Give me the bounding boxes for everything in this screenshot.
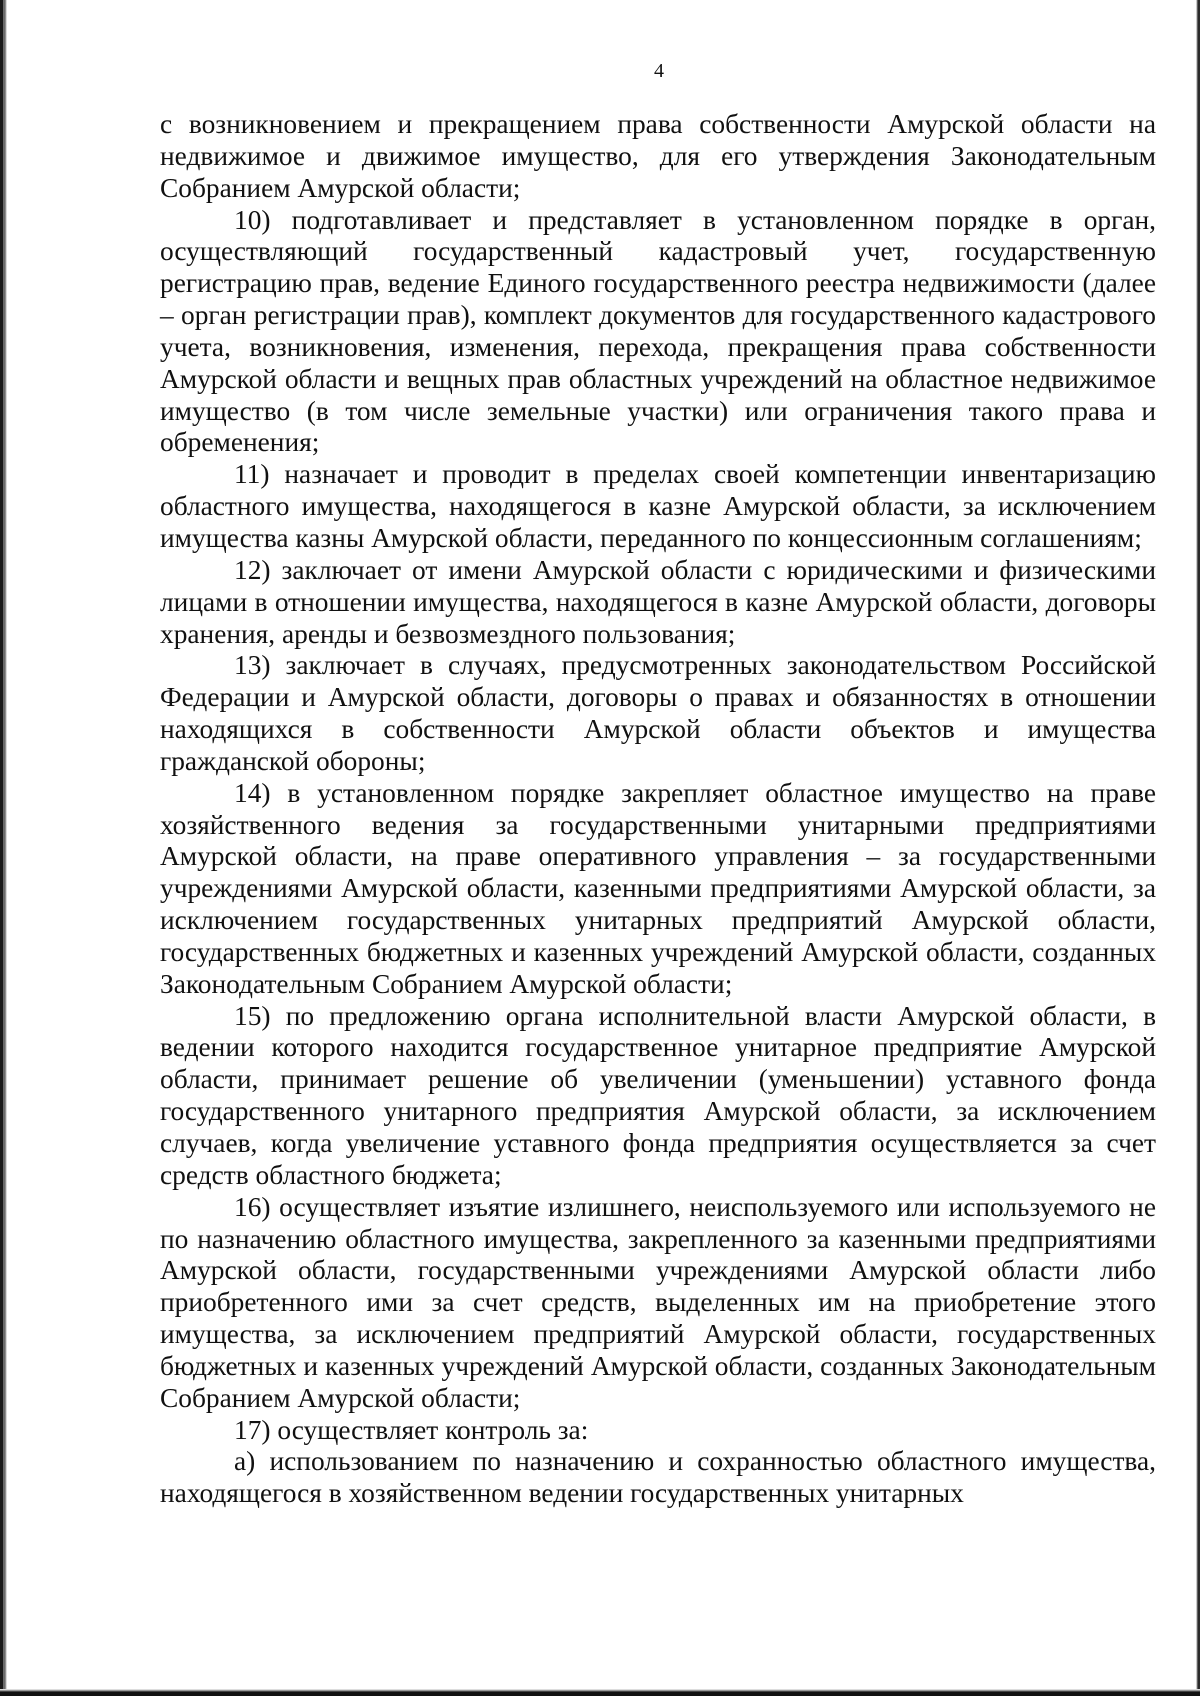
paragraph-item-16: 16) осуществляет изъятие излишнего, неиспользуемого или используемого не по назначению областного имущества, закрепленного за казенными предприятиями Амурской области, государственными учреждениями Амурской области либо приобретенного ими за счет средств, выделенных им на приобретение этого имущества, за исключением предприятий Амурской области, государственных бюджетных и казенных учреждений Амурской области, созданных Законодательным Собранием Амурской области; bbox=[160, 1191, 1156, 1413]
page-number: 4 bbox=[654, 60, 664, 82]
paragraph-item-11: 11) назначает и проводит в пределах своей компетенции инвентаризацию областного имущества, находящегося в казне Амурской области, за исключением имущества казны Амурской области, переданного по концессионным соглашениям; bbox=[160, 459, 1156, 553]
scan-border-left bbox=[0, 0, 7, 1696]
paragraph-item-12: 12) заключает от имени Амурской области с юридическими и физическими лицами в отношении имущества, находящегося в казне Амурской области, договоры хранения, аренды и безвозмездного пользования; bbox=[160, 554, 1156, 649]
paragraph-item-10: 10) подготавливает и представляет в установленном порядке в орган, осуществляющий государственный кадастровый учет, государственную регистрацию прав, ведение Единого государственного реестра недвижимости (далее – орган регистрации прав), комплект документов для государственного кадастрового учета, возникновения, изменения, перехода, прекращения права собственности Амурской области и вещных прав областных учреждений на областное недвижимое имущество (в том числе земельные участки) или ограничения такого права и обременения; bbox=[160, 204, 1156, 458]
scan-border-bottom bbox=[0, 1689, 1200, 1696]
paragraph-continuation: с возникновением и прекращением права собственности Амурской области на недвижимое и движимое имущество, для его утверждения Законодательным Собранием Амурской области; bbox=[160, 109, 1156, 203]
paragraph-item-14: 14) в установленном порядке закрепляет областное имущество на праве хозяйственного ведения за государственными унитарными предприятиями Амурской области, на праве оперативного управления – за государственными учреждениями Амурской области, казенными предприятиями Амурской области, за исключением государственных унитарных предприятий Амурской области, государственных бюджетных и казенных учреждений Амурской области, созданных Законодательным Собранием Амурской области; bbox=[160, 777, 1156, 999]
paragraph-item-17a: а) использованием по назначению и сохранностью областного имущества, находящегося в хозяйственном ведении государственных унитарных bbox=[160, 1446, 1156, 1509]
paragraph-item-15: 15) по предложению органа исполнительной власти Амурской области, в ведении которого находится государственное унитарное предприятие Амурской области, принимает решение об увеличении (уменьшении) уставного фонда государственного унитарного предприятия Амурской области, за исключением случаев, когда увеличение уставного фонда предприятия осуществляется за счет средств областного бюджета; bbox=[160, 1000, 1156, 1190]
scan-border-right bbox=[1196, 0, 1200, 1696]
document-body bbox=[160, 109, 1156, 1510]
paragraph-item-17: 17) осуществляет контроль за: bbox=[234, 1414, 589, 1445]
paragraph-item-13: 13) заключает в случаях, предусмотренных законодательством Российской Федерации и Амурской области, договоры о правах и обязанностях в отношении находящихся в собственности Амурской области объектов и имущества гражданской обороны; bbox=[160, 650, 1156, 776]
